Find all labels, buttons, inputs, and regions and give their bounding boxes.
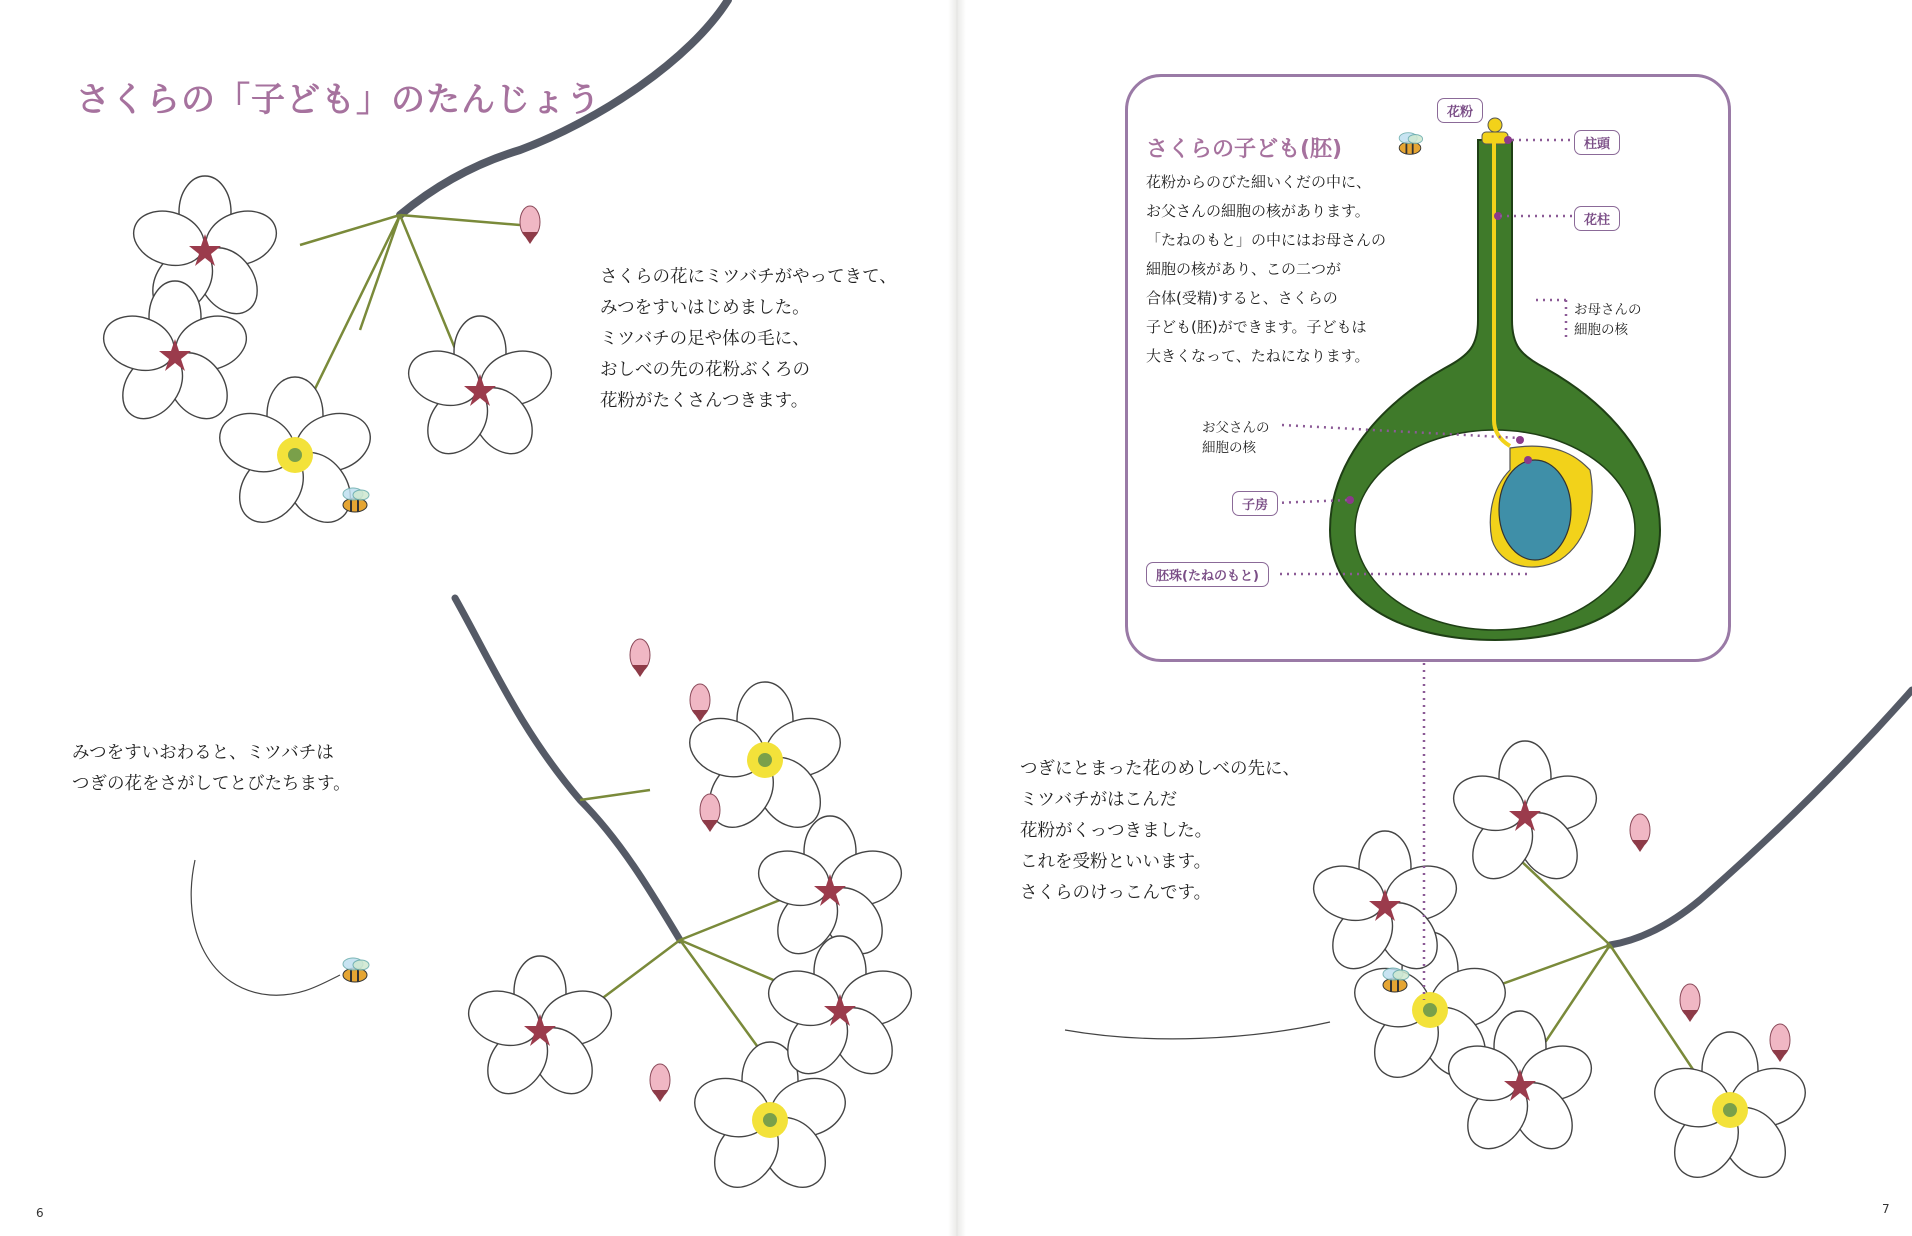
diagram-text-line: お父さんの細胞の核があります。 xyxy=(1146,202,1370,220)
intro-line: さくらの花にミツバチがやってきて、 xyxy=(600,267,897,287)
diagram-text-line: 子ども(胚)ができます。子どもは xyxy=(1146,318,1367,336)
paragraph-line: つぎにとまった花のめしべの先に、 xyxy=(1020,759,1300,779)
ovary-label: 子房 xyxy=(1232,491,1278,516)
label-line: 細胞の核 xyxy=(1202,440,1256,456)
intro-line: ミツバチの足や体の毛に、 xyxy=(600,329,810,349)
intro-line: みつをすいはじめました。 xyxy=(600,298,810,318)
intro-line: 花粉がたくさんつきます。 xyxy=(600,391,809,411)
diagram-text-line: 合体(受精)すると、さくらの xyxy=(1146,289,1338,307)
diagram-text-line: 大きくなって、たねになります。 xyxy=(1146,347,1370,365)
diagram-title: さくらの子ども(胚) xyxy=(1146,137,1343,162)
page-title: さくらの「子ども」のたんじょう xyxy=(76,80,601,120)
diagram-text-line: 「たねのもと」の中にはお母さんの xyxy=(1146,231,1387,249)
ovule-label: 胚珠(たねのもと) xyxy=(1146,562,1269,587)
diagram-text-line: 花粉からのびた細いくだの中に、 xyxy=(1146,173,1372,191)
father-nucleus-label xyxy=(1202,418,1270,458)
paragraph-line: これを受粉といいます。 xyxy=(1020,852,1212,872)
paragraph-line: ミツバチがはこんだ xyxy=(1020,790,1178,810)
paragraph-line: 花粉がくっつきました。 xyxy=(1020,821,1213,841)
bee-icon xyxy=(1399,133,1422,155)
style-label: 花柱 xyxy=(1574,206,1620,231)
stigma-label: 柱頭 xyxy=(1574,130,1620,155)
diagram-text-line: 細胞の核があり、この二つが xyxy=(1146,260,1342,278)
pollination-paragraph xyxy=(1020,754,1300,909)
mother-nucleus-label xyxy=(1574,300,1642,340)
label-line: 細胞の核 xyxy=(1574,322,1628,338)
intro-line: おしべの先の花粉ぶくろの xyxy=(600,360,810,380)
paragraph-line: さくらのけっこんです。 xyxy=(1020,883,1212,903)
page-number-right: 7 xyxy=(1882,1202,1890,1216)
label-line: お父さんの xyxy=(1202,420,1270,436)
diagram-explanation xyxy=(1146,168,1386,371)
paragraph-line: みつをすいおわると、ミツバチは xyxy=(72,743,334,763)
page-number-left: 6 xyxy=(36,1206,44,1220)
pollen-label: 花粉 xyxy=(1437,98,1483,123)
paragraph-line: つぎの花をさがしてとびたちます。 xyxy=(72,774,351,794)
label-line: お母さんの xyxy=(1574,302,1642,318)
